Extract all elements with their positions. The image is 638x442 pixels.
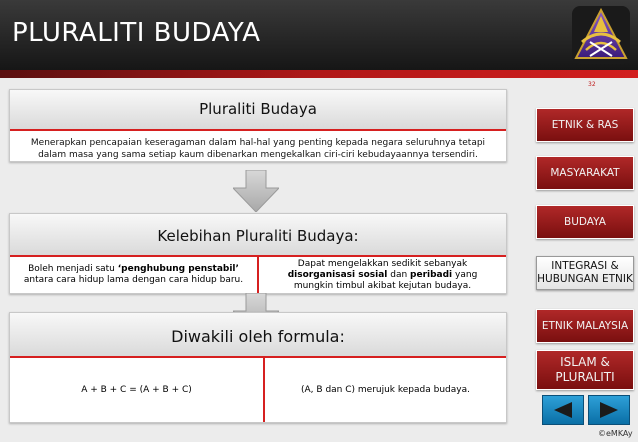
advantage-disorg-bold: disorganisasi sosial (287, 269, 388, 280)
formula-explanation: (A, B dan C) merujuk kepada budaya. (301, 385, 470, 395)
nav-islam-pluraliti[interactable]: ISLAM & PLURALITI (536, 350, 634, 390)
formula-text: A + B + C = (A + B + C) (10, 358, 265, 422)
advantages-panel (9, 213, 507, 294)
nav-masyarakat[interactable]: MASYARAKAT (536, 156, 634, 190)
formula-heading: Diwakili oleh formula: (10, 313, 506, 358)
advantage-stabilizer (10, 257, 259, 293)
slide-title: PLURALITI BUDAYA (12, 18, 261, 48)
advantage-stabilizer-text-end: antara cara hidup lama dengan cara hidup baru. (23, 275, 244, 285)
nav-etnik-ras[interactable]: ETNIK & RAS (536, 108, 634, 142)
prev-slide-button[interactable] (542, 395, 584, 425)
credit-text: ©eMKAy (598, 429, 633, 438)
advantage-stabilizer-text: Boleh menjadi satu (28, 264, 118, 274)
nav-etnik-malaysia[interactable]: ETNIK MALAYSIA (536, 309, 634, 343)
advantage-disorg-bold2: peribadi (410, 269, 453, 280)
advantages-heading: Kelebihan Pluraliti Budaya: (10, 214, 506, 257)
title-bar (0, 0, 638, 70)
definition-text: Menerapkan pencapaian keseragaman dalam hal-hal yang penting kepada negara seluruhnya tetapi dalam masa yang sama setiap kaum dibenarkan mengekalkan ciri-ciri kebudayaannya tersendiri. (30, 138, 486, 160)
title-accent-strip (0, 70, 638, 78)
advantage-disorg-mid: dan (387, 269, 411, 280)
advantage-disorganization (259, 257, 506, 293)
nav-budaya[interactable]: BUDAYA (536, 205, 634, 239)
definition-panel (9, 89, 507, 162)
nav-integrasi-hubungan-etnik[interactable]: INTEGRASI & HUBUNGAN ETNIK (536, 256, 634, 290)
prev-arrow-icon (552, 400, 574, 420)
advantage-stabilizer-bold: ‘penghubung penstabil’ (117, 264, 239, 274)
down-arrow-icon (233, 170, 279, 212)
university-logo-icon (568, 2, 634, 68)
definition-heading: Pluraliti Budaya (10, 90, 506, 131)
advantage-disorg-text-end: yang mungkin timbul akibat kejutan budaya. (293, 269, 478, 291)
next-slide-button[interactable] (588, 395, 630, 425)
next-arrow-icon (598, 400, 620, 420)
formula-panel (9, 312, 507, 423)
advantage-disorg-text: Dapat mengelakkan sedikit sebanyak (297, 258, 468, 269)
page-number: 32 (588, 81, 596, 88)
